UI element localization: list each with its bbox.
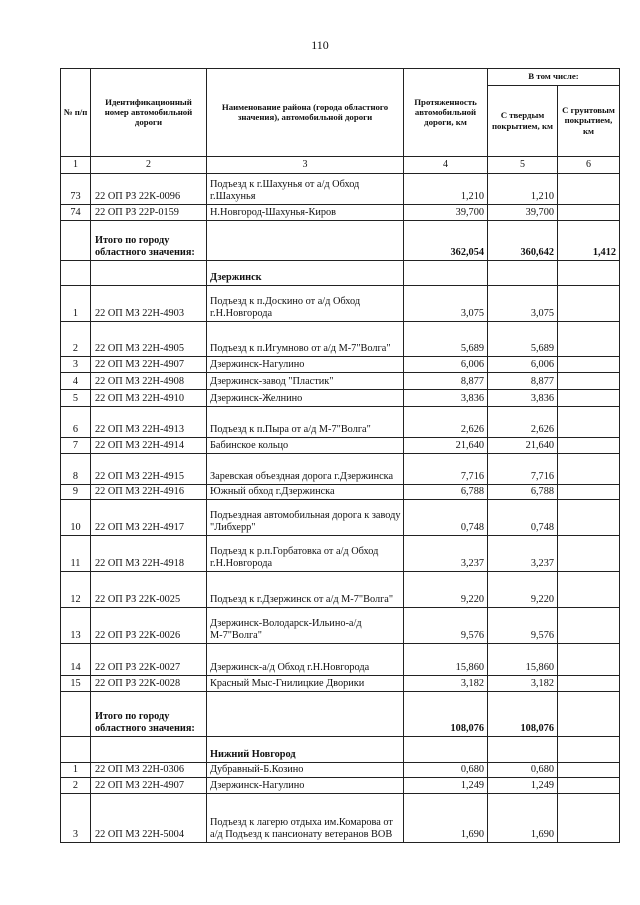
- hard-surface-length: 6,788: [488, 485, 558, 500]
- hard-surface-length: 9,576: [488, 608, 558, 644]
- row-number: 1: [61, 286, 91, 322]
- road-id: 22 ОП РЗ 22К-0026: [91, 608, 207, 644]
- road-length: 3,075: [404, 286, 488, 322]
- road-id: 22 ОП РЗ 22К-0028: [91, 676, 207, 692]
- road-length: 39,700: [404, 205, 488, 221]
- soil-surface-length: [558, 644, 620, 676]
- row-number: 5: [61, 390, 91, 407]
- road-length: 15,860: [404, 644, 488, 676]
- soil-surface-length: [558, 322, 620, 357]
- column-number-row: [61, 157, 620, 174]
- column-number: 6: [558, 157, 620, 174]
- hard-surface-length: [488, 261, 558, 286]
- hard-surface-length: 9,220: [488, 572, 558, 608]
- column-number: 3: [207, 157, 404, 174]
- soil-surface-length: [558, 778, 620, 794]
- road-id: 22 ОП МЗ 22Н-4915: [91, 454, 207, 485]
- row-number: 1: [61, 763, 91, 778]
- section-row: [61, 737, 620, 763]
- row-number: 10: [61, 500, 91, 536]
- soil-surface-length: [558, 763, 620, 778]
- road-name: Дзержинск-завод "Пластик": [207, 373, 404, 390]
- road-name: [207, 692, 404, 737]
- row-number: 4: [61, 373, 91, 390]
- row-number: [61, 692, 91, 737]
- row-number: 15: [61, 676, 91, 692]
- road-id: 22 ОП МЗ 22Н-5004: [91, 794, 207, 843]
- hard-surface-length: 5,689: [488, 322, 558, 357]
- road-id: 22 ОП МЗ 22Н-4913: [91, 407, 207, 438]
- header-row-top: [61, 69, 620, 86]
- road-length: 9,576: [404, 608, 488, 644]
- section-row: [61, 261, 620, 286]
- soil-surface-length: [558, 174, 620, 205]
- road-name: Южный обход г.Дзержинска: [207, 485, 404, 500]
- row-number: [61, 221, 91, 261]
- row-number: 74: [61, 205, 91, 221]
- road-id: 22 ОП МЗ 22Н-4917: [91, 500, 207, 536]
- soil-surface-length: [558, 261, 620, 286]
- soil-surface-length: [558, 794, 620, 843]
- road-id: 22 ОП МЗ 22Н-4914: [91, 438, 207, 454]
- road-id: 22 ОП РЗ 22К-0096: [91, 174, 207, 205]
- road-name: Дзержинск-Нагулино: [207, 778, 404, 794]
- row-number: [61, 261, 91, 286]
- row-number: 73: [61, 174, 91, 205]
- hard-surface-length: 15,860: [488, 644, 558, 676]
- road-name: Дзержинск-Нагулино: [207, 357, 404, 373]
- table-row: [61, 174, 620, 205]
- road-length: 3,836: [404, 390, 488, 407]
- section-title: Нижний Новгород: [207, 737, 404, 763]
- total-length: 362,054: [404, 221, 488, 261]
- total-row: [61, 692, 620, 737]
- road-id: 22 ОП РЗ 22К-0027: [91, 644, 207, 676]
- total-hard-surface: 360,642: [488, 221, 558, 261]
- section-title: Дзержинск: [207, 261, 404, 286]
- hard-surface-length: 0,748: [488, 500, 558, 536]
- road-id: 22 ОП МЗ 22Н-4907: [91, 778, 207, 794]
- road-name: Красный Мыс-Гнилицкие Дворики: [207, 676, 404, 692]
- road-id: 22 ОП МЗ 22Н-4905: [91, 322, 207, 357]
- hard-surface-length: 3,075: [488, 286, 558, 322]
- road-id: 22 ОП МЗ 22Н-4908: [91, 373, 207, 390]
- soil-surface-length: [558, 390, 620, 407]
- soil-surface-length: [558, 407, 620, 438]
- table-row: [61, 644, 620, 676]
- soil-surface-length: [558, 737, 620, 763]
- total-row: [61, 221, 620, 261]
- road-length: 6,788: [404, 485, 488, 500]
- road-length: 7,716: [404, 454, 488, 485]
- total-label: Итого по городу областного значения:: [91, 221, 207, 261]
- hard-surface-length: 3,182: [488, 676, 558, 692]
- road-name: Подъезд к р.п.Горбатовка от а/д Обход г.Н.Новгорода: [207, 536, 404, 572]
- road-name: [207, 221, 404, 261]
- column-number: 5: [488, 157, 558, 174]
- table-row: [61, 794, 620, 843]
- column-number: 4: [404, 157, 488, 174]
- road-id: 22 ОП РЗ 22Р-0159: [91, 205, 207, 221]
- soil-surface-length: [558, 676, 620, 692]
- soil-surface-length: [558, 373, 620, 390]
- hard-surface-length: 1,210: [488, 174, 558, 205]
- road-name: Подъезд к лагерю отдыха им.Комарова от а/д Подъезд к пансионату ветеранов ВОВ: [207, 794, 404, 843]
- column-number: 2: [91, 157, 207, 174]
- total-soil-surface: 1,412: [558, 221, 620, 261]
- page-number: 110: [311, 38, 329, 52]
- row-number: [61, 737, 91, 763]
- road-id: 22 ОП МЗ 22Н-4910: [91, 390, 207, 407]
- hard-surface-length: 6,006: [488, 357, 558, 373]
- row-number: 9: [61, 485, 91, 500]
- soil-surface-length: [558, 286, 620, 322]
- header-length: Протяженность автомобильной дороги, км: [404, 69, 488, 157]
- hard-surface-length: 8,877: [488, 373, 558, 390]
- soil-surface-length: [558, 608, 620, 644]
- table-row: [61, 286, 620, 322]
- row-number: 12: [61, 572, 91, 608]
- table-row: [61, 357, 620, 373]
- road-id: 22 ОП МЗ 22Н-4907: [91, 357, 207, 373]
- road-name: Дзержинск-Желнино: [207, 390, 404, 407]
- hard-surface-length: 3,836: [488, 390, 558, 407]
- road-length: 1,210: [404, 174, 488, 205]
- table-row: [61, 390, 620, 407]
- table-row: [61, 322, 620, 357]
- row-number: 7: [61, 438, 91, 454]
- soil-surface-length: [558, 485, 620, 500]
- table-row: [61, 763, 620, 778]
- table-row: [61, 407, 620, 438]
- road-name: Подъезд к п.Пыра от а/д М-7"Волга": [207, 407, 404, 438]
- road-length: [404, 737, 488, 763]
- table-row: [61, 608, 620, 644]
- road-length: 1,249: [404, 778, 488, 794]
- soil-surface-length: [558, 357, 620, 373]
- soil-surface-length: [558, 438, 620, 454]
- total-label: Итого по городу областного значения:: [91, 692, 207, 737]
- road-length: 0,680: [404, 763, 488, 778]
- header-including: В том числе:: [488, 69, 620, 86]
- road-length: 5,689: [404, 322, 488, 357]
- road-id: 22 ОП МЗ 22Н-0306: [91, 763, 207, 778]
- row-number: 3: [61, 794, 91, 843]
- hard-surface-length: 7,716: [488, 454, 558, 485]
- road-name: Бабинское кольцо: [207, 438, 404, 454]
- road-length: 21,640: [404, 438, 488, 454]
- table-row: [61, 572, 620, 608]
- header-num: № п/п: [61, 69, 91, 157]
- road-length: 9,220: [404, 572, 488, 608]
- hard-surface-length: 0,680: [488, 763, 558, 778]
- row-number: 3: [61, 357, 91, 373]
- road-length: 2,626: [404, 407, 488, 438]
- road-id: 22 ОП МЗ 22Н-4916: [91, 485, 207, 500]
- table-row: [61, 500, 620, 536]
- row-number: 14: [61, 644, 91, 676]
- hard-surface-length: 3,237: [488, 536, 558, 572]
- hard-surface-length: [488, 737, 558, 763]
- hard-surface-length: 39,700: [488, 205, 558, 221]
- hard-surface-length: 2,626: [488, 407, 558, 438]
- header-id: Идентификационный номер автомобильной дороги: [91, 69, 207, 157]
- road-name: Подъезд к г.Дзержинск от а/д М-7"Волга": [207, 572, 404, 608]
- road-name: Дзержинск-а/д Обход г.Н.Новгорода: [207, 644, 404, 676]
- column-number: 1: [61, 157, 91, 174]
- table-row: [61, 373, 620, 390]
- row-number: 6: [61, 407, 91, 438]
- table-row: [61, 205, 620, 221]
- total-soil-surface: [558, 692, 620, 737]
- road-length: [404, 261, 488, 286]
- row-number: 8: [61, 454, 91, 485]
- road-length: 3,237: [404, 536, 488, 572]
- table-row: [61, 438, 620, 454]
- road-length: 3,182: [404, 676, 488, 692]
- road-name: Подъезд к п.Доскино от а/д Обход г.Н.Новгорода: [207, 286, 404, 322]
- total-length: 108,076: [404, 692, 488, 737]
- table-row: [61, 536, 620, 572]
- soil-surface-length: [558, 500, 620, 536]
- road-length: 8,877: [404, 373, 488, 390]
- hard-surface-length: 1,249: [488, 778, 558, 794]
- table-row: [61, 454, 620, 485]
- road-name: Дубравный-Б.Козино: [207, 763, 404, 778]
- road-id: 22 ОП РЗ 22К-0025: [91, 572, 207, 608]
- soil-surface-length: [558, 572, 620, 608]
- road-id: 22 ОП МЗ 22Н-4918: [91, 536, 207, 572]
- table-row: [61, 676, 620, 692]
- road-length: 1,690: [404, 794, 488, 843]
- header-name: Наименование района (города областного значения), автомобильной дороги: [207, 69, 404, 157]
- road-name: Дзержинск-Володарск-Ильино-а/д М-7"Волга": [207, 608, 404, 644]
- row-number: 2: [61, 778, 91, 794]
- soil-surface-length: [558, 454, 620, 485]
- road-name: Подъезд к г.Шахунья от а/д Обход г.Шахунья: [207, 174, 404, 205]
- table-row: [61, 778, 620, 794]
- total-hard-surface: 108,076: [488, 692, 558, 737]
- road-id: 22 ОП МЗ 22Н-4903: [91, 286, 207, 322]
- row-number: 11: [61, 536, 91, 572]
- roads-table: [60, 68, 620, 843]
- row-number: 13: [61, 608, 91, 644]
- road-id: [91, 261, 207, 286]
- row-number: 2: [61, 322, 91, 357]
- table-row: [61, 485, 620, 500]
- road-name: Подъезд к п.Игумново от а/д М-7"Волга": [207, 322, 404, 357]
- hard-surface-length: 1,690: [488, 794, 558, 843]
- soil-surface-length: [558, 205, 620, 221]
- header-soil-surface: С грунтовым покрытием, км: [558, 86, 620, 157]
- road-name: Подъездная автомобильная дорога к заводу "Либхерр": [207, 500, 404, 536]
- road-name: Заревская объездная дорога г.Дзержинска: [207, 454, 404, 485]
- road-length: 6,006: [404, 357, 488, 373]
- hard-surface-length: 21,640: [488, 438, 558, 454]
- header-hard-surface: С твердым покрытием, км: [488, 86, 558, 157]
- road-name: Н.Новгород-Шахунья-Киров: [207, 205, 404, 221]
- road-id: [91, 737, 207, 763]
- soil-surface-length: [558, 536, 620, 572]
- road-length: 0,748: [404, 500, 488, 536]
